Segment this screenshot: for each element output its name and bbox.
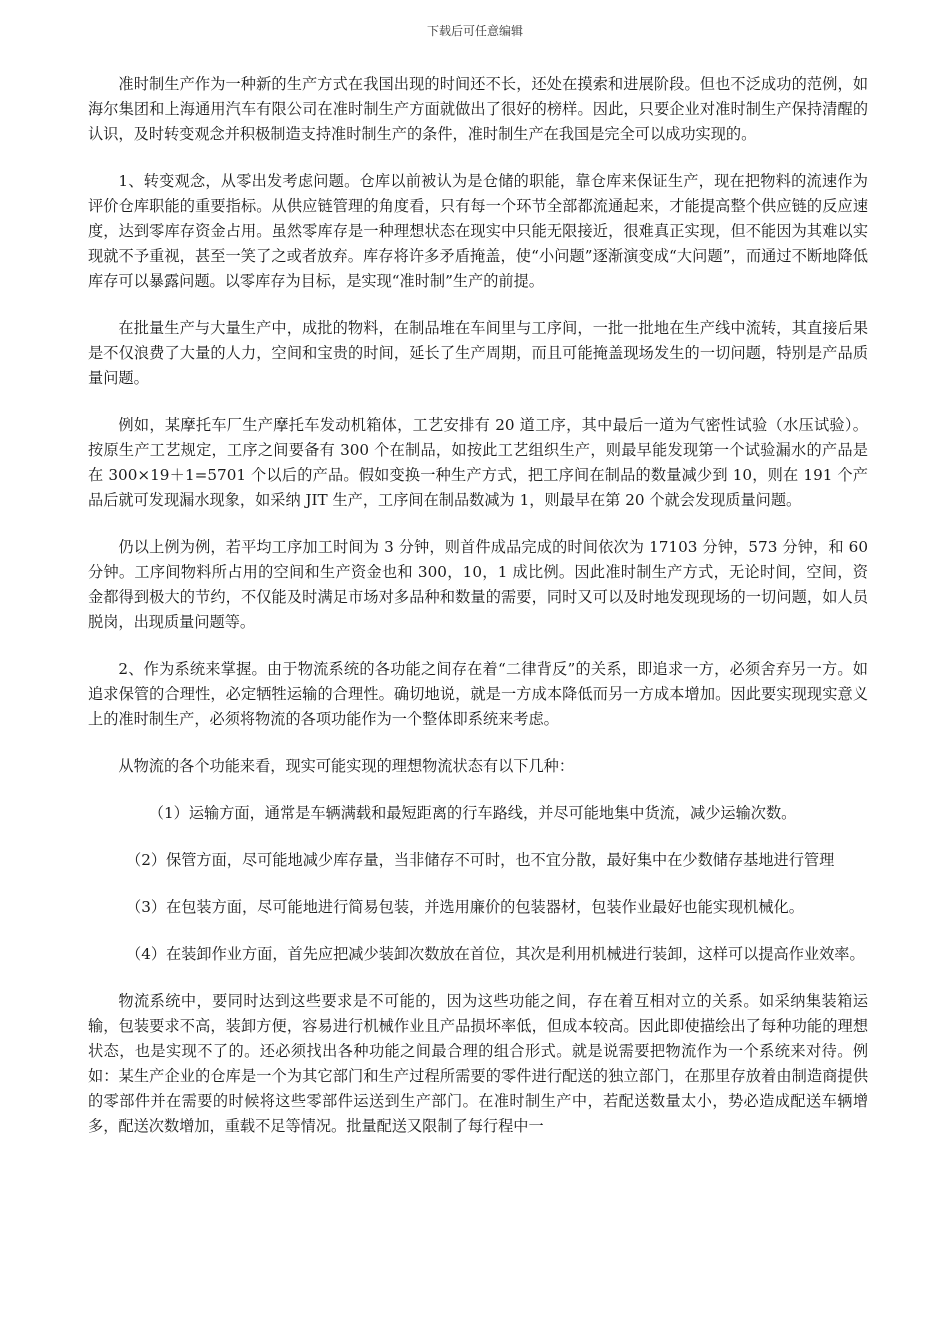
paragraph-section-1: 1、转变观念，从零出发考虑问题。仓库以前被认为是仓储的职能，靠仓库来保证生产，现在把物料的流速作为评价仓库职能的重要指标。从供应链管理的角度看，只有每一个环节全部都流通起来，才能提高整个供应链的反应速度，达到零库存资金占用。虽然零库存是一种理想状态在现实中只能无限接近，很难真正实现，但不能因为其难以实现就不予重视，甚至一笑了之或者放弃。库存将许多矛盾掩盖，使“小问题”逐渐演变成“大问题”，而通过不断地降低库存可以暴露问题。以零库存为目标，是实现“准时制”生产的前提。 — [88, 172, 868, 290]
paragraph-functions-intro: 从物流的各个功能来看，现实可能实现的理想物流状态有以下几种： — [118, 757, 575, 775]
list-item-transport: （1）运输方面，通常是车辆满载和最短距离的行车路线，并尽可能地集中货流，减少运输次数。 — [148, 804, 797, 822]
paragraph-batch-production: 在批量生产与大量生产中，成批的物料，在制品堆在车间里与工序间，一批一批地在生产线中流转，其直接后果是不仅浪费了大量的人力，空间和宝贵的时间，延长了生产周期，而且可能掩盖现场发生的一切问题，特别是产品质量问题。 — [88, 319, 868, 387]
paragraph-example-continued: 仍以上例为例，若平均工序加工时间为 3 分钟，则首件成品完成的时间依次为 17103 分钟，573 分钟，和 60 分钟。工序间物料所占用的空间和生产资金也和 300，10，1 成比例。因此准时制生产方式，无论时间，空间，资金都得到极大的节约，不仅能及时满足市场对多品种和数量的需要，同时又可以及时地发现现场的一切问题，如人员脱岗，出现质量问题等。 — [88, 538, 868, 631]
list-item-handling: （4）在装卸作业方面，首先应把减少装卸次数放在首位，其次是利用机械进行装卸，这样可以提高作业效率。 — [126, 945, 865, 963]
list-item-storage: （2）保管方面，尽可能地减少库存量，当非储存不可时，也不宜分散，最好集中在少数储存基地进行管理 — [126, 851, 835, 869]
paragraph-example: 例如，某摩托车厂生产摩托车发动机箱体，工艺安排有 20 道工序，其中最后一道为气密性试验（水压试验）。按原生产工艺规定，工序之间要备有 300 个在制品，如按此工艺组织生产，则最早能发现第一个试验漏水的产品是在 300×19＋1=5701 个以后的产品。假如变换一种生产方式，把工序间在制品的数量减少到 10，则在 191 个产品后就可发现漏水现象，如采纳 JIT 生产，工序间在制品数减为 1，则最早在第 20 个就会发现质量问题。 — [88, 416, 868, 509]
document-body — [88, 72, 868, 1139]
list-item-packaging: （3）在包装方面，尽可能地进行简易包装，并选用廉价的包装器材，包装作业最好也能实现机械化。 — [126, 898, 804, 916]
page-header: 下载后可任意编辑 — [426, 24, 523, 38]
paragraph-logistics-system: 物流系统中，要同时达到这些要求是不可能的，因为这些功能之间，存在着互相对立的关系。如采纳集装箱运输，包装要求不高，装卸方便，容易进行机械作业且产品损坏率低，但成本较高。因此即使描绘出了每种功能的理想状态，也是实现不了的。还必须找出各种功能之间最合理的组合形式。就是说需要把物流作为一个系统来对待。例如：某生产企业的仓库是一个为其它部门和生产过程所需要的零件进行配送的独立部门，在那里存放着由制造商提供的零部件并在需要的时候将这些零部件运送到生产部门。在准时制生产中，若配送数量太小，势必造成配送车辆增多，配送次数增加，重载不足等情况。批量配送又限制了每行程中一 — [88, 992, 868, 1135]
paragraph-intro: 准时制生产作为一种新的生产方式在我国出现的时间还不长，还处在摸索和进展阶段。但也不泛成功的范例，如海尔集团和上海通用汽车有限公司在准时制生产方面就做出了很好的榜样。因此，只要企业对准时制生产保持清醒的认识，及时转变观念并积极制造支持准时制生产的条件，准时制生产在我国是完全可以成功实现的。 — [88, 75, 868, 143]
paragraph-section-2: 2、作为系统来掌握。由于物流系统的各功能之间存在着“二律背反”的关系，即追求一方，必须舍弃另一方。如追求保管的合理性，必定牺牲运输的合理性。确切地说，就是一方成本降低而另一方成本增加。因此要实现现实意义上的准时制生产，必须将物流的各项功能作为一个整体即系统来考虑。 — [88, 660, 868, 728]
